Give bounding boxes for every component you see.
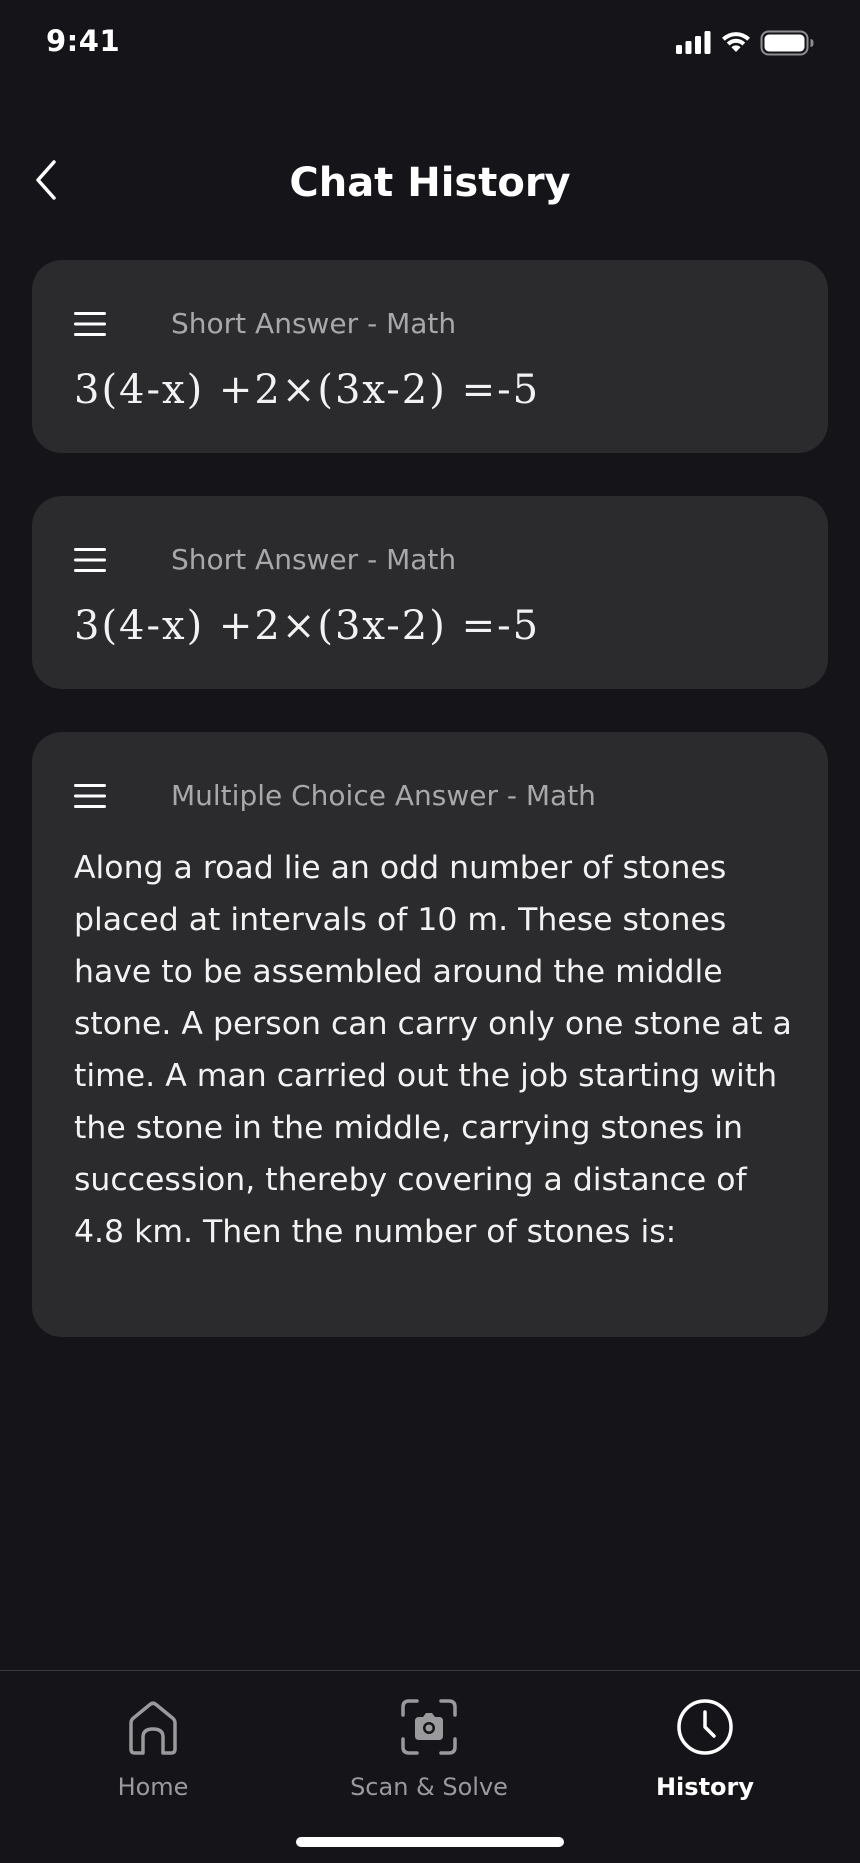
history-item-type: Multiple Choice Answer - Math bbox=[171, 779, 596, 812]
tab-history[interactable] bbox=[595, 1697, 815, 1817]
tab-label: Scan & Solve bbox=[350, 1773, 508, 1801]
history-item-type: Short Answer - Math bbox=[171, 307, 457, 340]
status-time: 9:41 bbox=[46, 24, 121, 58]
cellular-signal-icon bbox=[676, 30, 712, 54]
tab-label: Home bbox=[117, 1773, 189, 1801]
tab-scan-solve[interactable] bbox=[319, 1697, 539, 1817]
wifi-icon bbox=[720, 30, 752, 54]
tab-home[interactable] bbox=[43, 1697, 263, 1817]
battery-icon bbox=[760, 30, 814, 56]
history-item-content: 3(4-x) +2×(3x-2) =-5 bbox=[74, 367, 541, 413]
history-item[interactable] bbox=[32, 496, 828, 689]
history-item-type: Short Answer - Math bbox=[171, 543, 457, 576]
history-item-content: Along a road lie an odd number of stones placed at intervals of 10 m. These stones have to be assembled around the middle stone. A person can carry only one stone at a time. A man carried out the job starting with the stone in the middle, carrying stones in succession, thereby covering a distance of 4.8 km. Then the number of stones is: bbox=[74, 850, 792, 1250]
page-title: Chat History bbox=[289, 160, 571, 206]
history-item[interactable] bbox=[32, 260, 828, 453]
menu-icon bbox=[74, 547, 106, 573]
clock-icon bbox=[675, 1697, 735, 1757]
history-item[interactable] bbox=[32, 732, 828, 1337]
home-icon bbox=[123, 1697, 183, 1757]
camera-scan-icon bbox=[399, 1697, 459, 1757]
status-bar bbox=[0, 0, 860, 90]
tab-label: History bbox=[655, 1773, 755, 1801]
menu-icon bbox=[74, 783, 106, 809]
history-item-content: 3(4-x) +2×(3x-2) =-5 bbox=[74, 603, 541, 649]
status-icons bbox=[676, 30, 816, 58]
menu-icon bbox=[74, 311, 106, 337]
tab-bar bbox=[0, 1670, 860, 1863]
home-indicator[interactable] bbox=[296, 1837, 564, 1847]
